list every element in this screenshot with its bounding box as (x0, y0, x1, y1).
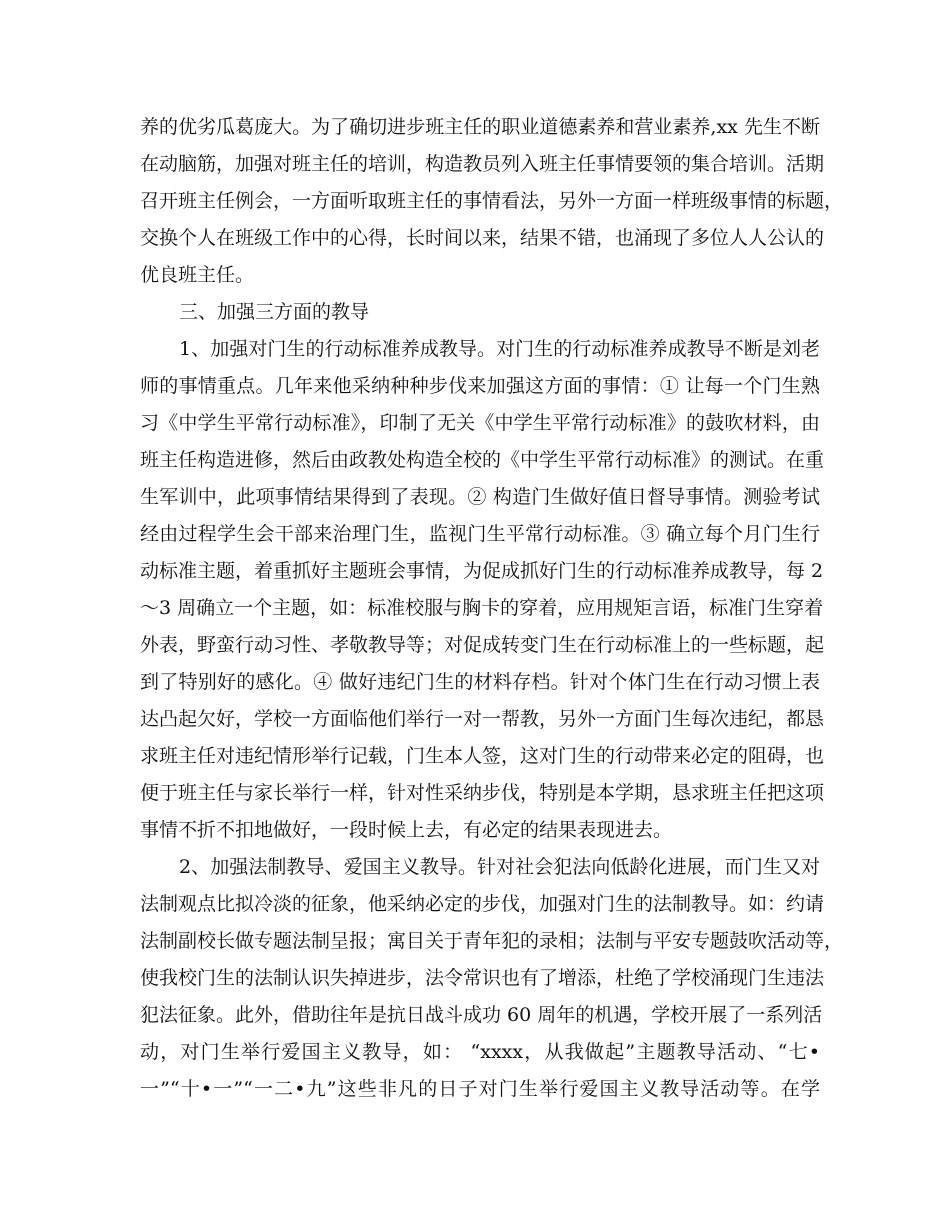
text-line: 外表，野蛮行动习性、孝敬教导等；对促成转变门生在行动标准上的一些标题，起 (140, 634, 825, 656)
text-line: 便于班主任与家长举行一样，针对性采纳步伐，特别是本学期，恳求班主任把这项 (140, 782, 825, 804)
text-line: 在动脑筋，加强对班主任的培训，构造教员列入班主任事情要领的集合培训。活期 (140, 153, 825, 175)
text-line: ～3 周确立一个主题，如：标准校服与胸卡的穿着，应用规矩言语，标准门生穿着 (140, 597, 824, 619)
text-line: 优良班主任。 (140, 264, 255, 286)
text-line: 使我校门生的法制认识失掉进步，法令常识也有了增添，杜绝了学校涌现门生违法 (140, 967, 825, 989)
text-line: 生军训中，此项事情结果得到了表现。② 构造门生做好值日督导事情。测验考试 (140, 486, 820, 508)
text-line: 求班主任对违纪情形举行记载，门生本人签，这对门生的行动带来必定的阻碍，也 (140, 745, 825, 767)
text-line: 养的优劣瓜葛庞大。为了确切进步班主任的职业道德素养和营业素养,xx 先生不断 (140, 116, 820, 138)
section-heading: 三、加强三方面的教导 (179, 301, 370, 323)
text-line: 犯法征象。此外，借助往年是抗日战斗成功 60 周年的机遇，学校开展了一系列活 (140, 1004, 823, 1026)
text-line: 召开班主任例会，一方面听取班主任的事情看法，另外一方面一样班级事情的标题， (140, 190, 844, 212)
text-line: 师的事情重点。几年来他采纳种种步伐来加强这方面的事情：① 让每一个门生熟 (140, 375, 820, 397)
text-line: 经由过程学生会干部来治理门生，监视门生平常行动标准。③ 确立每个月门生行 (140, 523, 820, 545)
text-line: 达凸起欠好，学校一方面临他们举行一对一帮教，另外一方面门生每次违纪，都恳 (140, 708, 825, 730)
text-line: 习《中学生平常行动标准》，印制了无关《中学生平常行动标准》的鼓吹材料，由 (140, 412, 820, 434)
text-line: 交换个人在班级工作中的心得，长时间以来，结果不错，也涌现了多位人人公认的 (140, 227, 825, 249)
text-line: 动标准主题，着重抓好主题班会事情，为促成抓好门生的行动标准养成教导，每 2 (140, 560, 824, 582)
text-line: 法制观点比拟冷淡的征象，他采纳必定的步伐，加强对门生的法制教导。如：约请 (140, 893, 825, 915)
text-line: 到了特别好的感化。④ 做好违纪门生的材料存档。针对个体门生在行动习惯上表 (140, 671, 820, 693)
text-line: 法制副校长做专题法制呈报；寓目关于青年犯的录相；法制与平安专题鼓吹活动等， (140, 930, 844, 952)
text-line: 一”“十•一”“一二•九”这些非凡的日子对门生举行爱国主义教导活动等。在学 (140, 1078, 820, 1100)
paragraph-first-line: 2、加强法制教导、爱国主义教导。针对社会犯法向低龄化进展，而门生又对 (179, 856, 820, 878)
text-line: 班主任构造进修，然后由政教处构造全校的《中学生平常行动标准》的测试。在重 (140, 449, 825, 471)
text-line: 事情不折不扣地做好，一段时候上去，有必定的结果表现进去。 (140, 819, 673, 841)
text-line: 动，对门生举行爱国主义教导，如： “xxxx，从我做起”主题教导活动、“七• (140, 1041, 820, 1063)
paragraph-first-line: 1、加强对门生的行动标准养成教导。对门生的行动标准养成教导不断是刘老 (179, 338, 820, 360)
